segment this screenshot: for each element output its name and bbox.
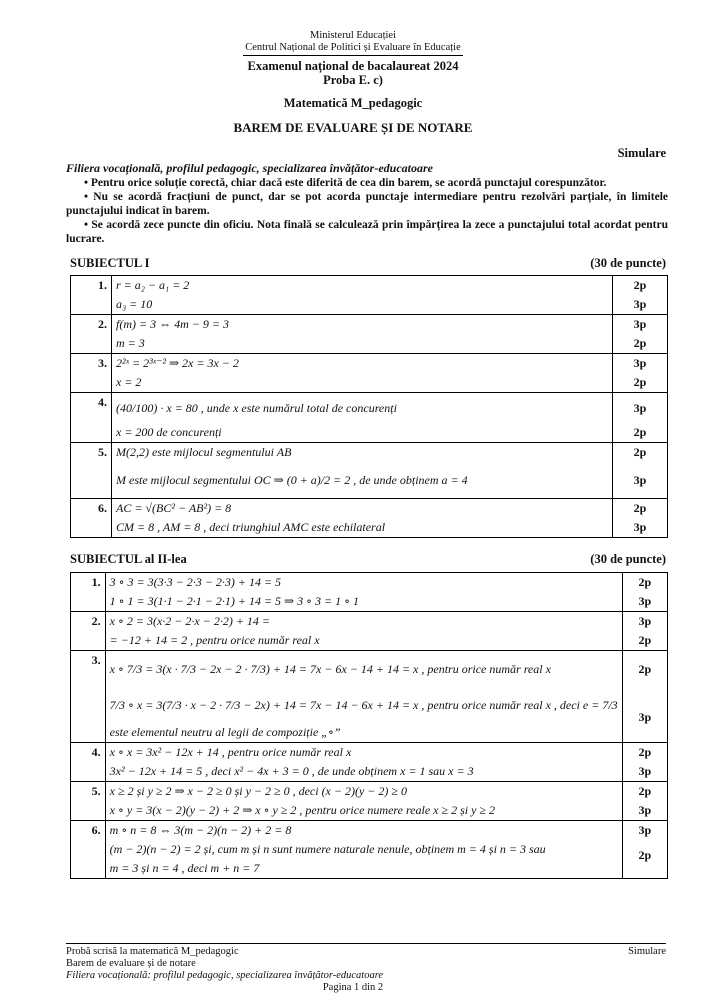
section-1-title: SUBIECTUL I xyxy=(70,256,150,270)
item-number: 4. xyxy=(71,393,112,443)
solution-line: = −12 + 14 = 2 , pentru orice număr real x xyxy=(109,633,320,647)
item-number: 5. xyxy=(71,782,106,821)
item-number: 6. xyxy=(71,499,112,538)
section-2-heading xyxy=(70,552,666,567)
rule-item: • Nu se acordă fracțiuni de punct, dar se pot acorda punctaje intermediare pentru rezolvări parțiale, în limitele punctajului indicat în barem. xyxy=(66,191,668,217)
footer-line: Barem de evaluare și de notare xyxy=(66,958,196,969)
section-1-points: (30 de puncte) xyxy=(590,256,666,270)
solution-line: 1 ∘ 1 = 3(1·1 − 2·1 − 2·1) + 14 = 5 ⇒ 3 ∘ 3 = 1 ∘ 1 xyxy=(109,594,359,608)
center-name: Centrul Național de Politici și Evaluare în Educație xyxy=(243,42,462,56)
table-row xyxy=(71,354,668,393)
solution-line: x = 200 de concurenți xyxy=(116,425,222,439)
points-cell: 3p xyxy=(633,297,647,311)
table-row xyxy=(71,743,668,782)
solution-line: 3 ∘ 3 = 3(3·3 − 2·3 − 2·3) + 14 = 5 xyxy=(109,575,282,589)
solution-line: m = 3 xyxy=(116,336,145,350)
exam-title: Examenul național de bacalaureat 2024 xyxy=(247,59,459,73)
points-cell: 3p xyxy=(638,594,652,608)
points-cell: 2p xyxy=(638,662,652,676)
table-row xyxy=(71,393,668,443)
points-cell: 2p xyxy=(633,336,647,350)
item-number: 2. xyxy=(71,612,106,651)
rules-list xyxy=(66,176,668,246)
item-number: 1. xyxy=(71,276,112,315)
item-number: 3. xyxy=(71,354,112,393)
points-cell: 3p xyxy=(633,317,647,331)
exam-title-block xyxy=(0,59,706,87)
table-row xyxy=(71,499,668,538)
points-cell: 2p xyxy=(633,375,647,389)
item-number: 1. xyxy=(71,573,106,612)
rule-item: • Se acordă zece puncte din oficiu. Nota finală se calculează prin împărțirea la zece a punctajului total acordat pentru lucrare. xyxy=(66,219,668,245)
points-cell: 2p xyxy=(633,278,647,292)
points-cell: 3p xyxy=(638,803,652,817)
solution-line: (m − 2)(n − 2) = 2 și, cum m și n sunt numere naturale nenule, obținem m = 4 și n = 3 sau xyxy=(109,842,546,856)
rule-item: • Pentru orice soluție corectă, chiar dacă este diferită de cea din barem, se acordă punctajul corespunzător. xyxy=(84,177,607,189)
points-cell: 3p xyxy=(638,764,652,778)
solution-line: x ∘ 7/3 = 3(x · 7/3 − 2x − 2 · 7/3) + 14 = 7x − 6x − 14 + 14 = x , pentru orice număr real x xyxy=(109,662,551,676)
filiera-text: Filiera vocațională, profilul pedagogic, specializarea învățător-educatoare xyxy=(66,161,433,175)
solution-line: 3x² − 12x + 14 = 5 , deci x² − 4x + 3 = 0 , de unde obținem x = 1 sau x = 3 xyxy=(109,764,474,778)
footer-simulare: Simulare xyxy=(628,946,666,957)
table-row xyxy=(71,573,668,612)
item-number: 2. xyxy=(71,315,112,354)
solution-line: AC = √(BC² − AB²) = 8 xyxy=(116,501,232,515)
solution-line: a₃ = 10 xyxy=(116,297,153,311)
points-cell: 2p xyxy=(638,745,652,759)
points-cell: 3p xyxy=(633,473,647,487)
page-footer xyxy=(66,943,666,982)
item-number: 4. xyxy=(71,743,106,782)
item-number: 5. xyxy=(71,443,112,499)
table-row xyxy=(71,612,668,651)
points-cell: 3p xyxy=(638,710,652,724)
points-cell: 3p xyxy=(633,401,647,415)
solution-line: x = 2 xyxy=(116,375,142,389)
points-cell: 3p xyxy=(633,356,647,370)
points-cell: 2p xyxy=(633,445,647,459)
solution-line: M(2,2) este mijlocul segmentului AB xyxy=(116,445,292,459)
solution-line: f(m) = 3 ⇔ 4m − 9 = 3 xyxy=(116,317,229,331)
points-cell: 2p xyxy=(638,784,652,798)
table-row xyxy=(71,821,668,879)
solution-line: (40/100) · x = 80 , unde x este numărul total de concurenți xyxy=(116,401,397,415)
simulare-label: Simulare xyxy=(617,146,666,160)
solution-line: x ∘ 2 = 3(x·2 − 2·x − 2·2) + 14 = xyxy=(109,614,271,628)
points-cell: 3p xyxy=(638,614,652,628)
solution-line: r = a₂ − a₁ = 2 xyxy=(116,278,190,292)
section-2-table xyxy=(70,572,668,879)
solution-line: x ∘ y = 3(x − 2)(y − 2) + 2 ⇒ x ∘ y ≥ 2 , pentru orice numere reale x ≥ 2 și y ≥ 2 xyxy=(109,803,495,817)
solution-line: este elementul neutru al legii de compoziție „∘” xyxy=(109,725,341,739)
footer-line: Probă scrisă la matematică M_pedagogic xyxy=(66,946,239,957)
points-cell: 2p xyxy=(638,633,652,647)
footer-line: Filiera vocațională: profilul pedagogic, specializarea învățător-educatoare xyxy=(66,970,384,981)
item-number: 6. xyxy=(71,821,106,879)
table-row xyxy=(71,315,668,354)
section-2-points: (30 de puncte) xyxy=(590,552,666,566)
points-cell: 2p xyxy=(633,501,647,515)
table-row xyxy=(71,443,668,499)
section-1-table xyxy=(70,275,668,538)
points-cell: 3p xyxy=(633,520,647,534)
solution-line: 2²ˣ = 2³ˣ⁻² ⇒ 2x = 3x − 2 xyxy=(116,356,239,370)
page-title: BAREM DE EVALUARE ȘI DE NOTARE xyxy=(233,120,473,135)
table-row xyxy=(71,276,668,315)
solution-line: M este mijlocul segmentului OC ⇒ (0 + a)/2 = 2 , de unde obținem a = 4 xyxy=(116,473,468,487)
page-number: Pagina 1 din 2 xyxy=(322,982,384,993)
solution-line: CM = 8 , AM = 8 , deci triunghiul AMC este echilateral xyxy=(116,520,386,534)
document-header xyxy=(0,30,706,56)
solution-line: x ∘ x = 3x² − 12x + 14 , pentru orice număr real x xyxy=(109,745,352,759)
section-1-heading xyxy=(70,256,666,271)
solution-line: 7/3 ∘ x = 3(7/3 · x − 2 · 7/3 − 2x) + 14 = 7x − 14 − 6x + 14 = x , pentru orice număr real x , deci e = 7/3 xyxy=(109,698,618,712)
points-cell: 3p xyxy=(638,823,652,837)
points-cell: 2p xyxy=(638,848,652,862)
table-row xyxy=(71,782,668,821)
solution-line: m ∘ n = 8 ⇔ 3(m − 2)(n − 2) + 2 = 8 xyxy=(109,823,292,837)
exam-proba: Proba E. c) xyxy=(323,73,383,87)
points-cell: 2p xyxy=(638,575,652,589)
item-number: 3. xyxy=(71,651,106,743)
exam-subject: Matematică M_pedagogic xyxy=(283,96,423,110)
table-row xyxy=(71,651,668,743)
solution-line: x ≥ 2 și y ≥ 2 ⇒ x − 2 ≥ 0 și y − 2 ≥ 0 , deci (x − 2)(y − 2) ≥ 0 xyxy=(109,784,407,798)
points-cell: 2p xyxy=(633,425,647,439)
solution-line: m = 3 și n = 4 , deci m + n = 7 xyxy=(109,861,260,875)
section-2-title: SUBIECTUL al II-lea xyxy=(70,552,187,566)
ministry-name: Ministerul Educației xyxy=(309,30,397,41)
